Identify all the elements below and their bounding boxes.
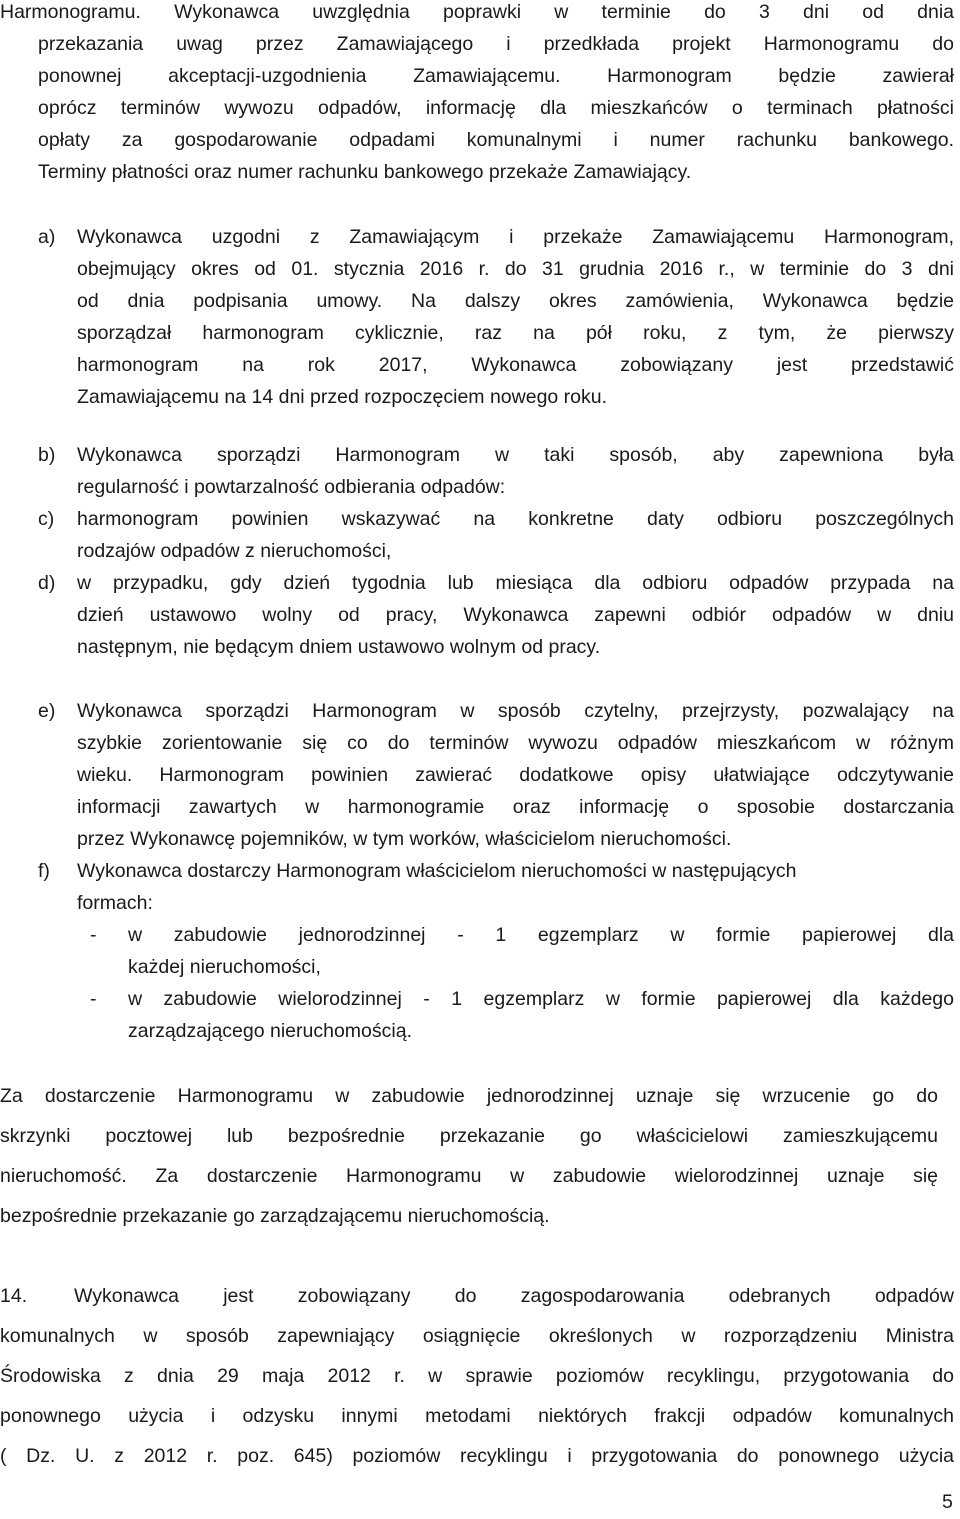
- item-e-line-5: przez Wykonawcę pojemników, w tym worków, właścicielom nieruchomości.: [77, 828, 732, 850]
- intro-line-3: ponownej akceptacji-uzgodnienia Zamawiającemu. Harmonogram będzie zawierał: [38, 65, 954, 87]
- delivery-line-2: skrzynki pocztowej lub bezpośrednie przekazanie go właścicielowi zamieszkującemu: [0, 1125, 938, 1147]
- item-c-line-1: harmonogram powinien wskazywać na konkretne daty odbioru poszczególnych: [77, 508, 954, 530]
- item-a-line-4: sporządzał harmonogram cyklicznie, raz na pół roku, z tym, że pierwszy: [77, 322, 954, 344]
- item-f-sub2-line-1: w zabudowie wielorodzinnej - 1 egzemplarz w formie papierowej dla każdego: [128, 988, 954, 1010]
- item-a-line-3: od dnia podpisania umowy. Na dalszy okres zamówienia, Wykonawca będzie: [77, 290, 954, 312]
- item-a-line-1: Wykonawca uzgodni z Zamawiającym i przekaże Zamawiającemu Harmonogram,: [77, 226, 954, 248]
- item-d-line-3: następnym, nie będącym dniem ustawowo wolnym od pracy.: [77, 636, 601, 658]
- item-f-sub1-line-1: w zabudowie jednorodzinnej - 1 egzemplarz w formie papierowej dla: [128, 924, 954, 946]
- intro-line-6: Terminy płatności oraz numer rachunku bankowego przekaże Zamawiający.: [38, 161, 692, 183]
- section-14-number: 14.: [0, 1285, 28, 1307]
- item-d-line-2: dzień ustawowo wolny od pracy, Wykonawca zapewni odbiór odpadów w dniu: [77, 604, 954, 626]
- item-e-marker: e): [38, 700, 56, 722]
- item-e-line-4: informacji zawartych w harmonogramie oraz informację o sposobie dostarczania: [77, 796, 954, 818]
- item-e-line-1: Wykonawca sporządzi Harmonogram w sposób czytelny, przejrzysty, pozwalający na: [77, 700, 954, 722]
- item-f-marker: f): [38, 860, 50, 882]
- item-e-line-2: szybkie zorientowanie się co do terminów wywozu odpadów mieszkańcom w różnym: [77, 732, 954, 754]
- section-14-line-4: ponownego użycia i odzysku innymi metodami niektórych frakcji odpadów komunalnych: [0, 1405, 954, 1427]
- item-e-line-3: wieku. Harmonogram powinien zawierać dodatkowe opisy ułatwiające odczytywanie: [77, 764, 954, 786]
- delivery-line-3: nieruchomość. Za dostarczenie Harmonogramu w zabudowie wielorodzinnej uznaje się: [0, 1165, 938, 1187]
- item-f-dash-1: -: [90, 924, 97, 946]
- delivery-line-1: Za dostarczenie Harmonogramu w zabudowie jednorodzinnej uznaje się wrzucenie go do: [0, 1085, 938, 1107]
- section-14-line-2: komunalnych w sposób zapewniający osiągnięcie określonych w rozporządzeniu Ministra: [0, 1325, 954, 1347]
- item-d-marker: d): [38, 572, 56, 594]
- section-14-line-3: Środowiska z dnia 29 maja 2012 r. w sprawie poziomów recyklingu, przygotowania do: [0, 1365, 954, 1387]
- item-f-line-1: Wykonawca dostarczy Harmonogram właścicielom nieruchomości w następujących: [77, 860, 797, 882]
- item-c-marker: c): [38, 508, 55, 530]
- item-f-sub2-line-2: zarządzającego nieruchomością.: [128, 1020, 412, 1042]
- item-b-line-2: regularność i powtarzalność odbierania odpadów:: [77, 476, 506, 498]
- section-14-line-1: Wykonawca jest zobowiązany do zagospodarowania odebranych odpadów: [74, 1285, 954, 1307]
- page-number: 5: [942, 1491, 953, 1513]
- item-b-line-1: Wykonawca sporządzi Harmonogram w taki sposób, aby zapewniona była: [77, 444, 954, 466]
- item-a-marker: a): [38, 226, 56, 248]
- item-a-line-6: Zamawiającemu na 14 dni przed rozpoczęciem nowego roku.: [77, 386, 608, 408]
- item-d-line-1: w przypadku, gdy dzień tygodnia lub miesiąca dla odbioru odpadów przypada na: [77, 572, 954, 594]
- intro-line-5: opłaty za gospodarowanie odpadami komunalnymi i numer rachunku bankowego.: [38, 129, 954, 151]
- item-f-line-2: formach:: [77, 892, 153, 914]
- delivery-line-4: bezpośrednie przekazanie go zarządzającemu nieruchomością.: [0, 1205, 550, 1227]
- intro-line-4: oprócz terminów wywozu odpadów, informację dla mieszkańców o terminach płatności: [38, 97, 954, 119]
- intro-line-1: Harmonogramu. Wykonawca uwzględnia poprawki w terminie do 3 dni od dnia: [0, 1, 954, 23]
- intro-line-2: przekazania uwag przez Zamawiającego i przedkłada projekt Harmonogramu do: [38, 33, 954, 55]
- item-b-marker: b): [38, 444, 56, 466]
- item-a-line-2: obejmujący okres od 01. stycznia 2016 r. do 31 grudnia 2016 r., w terminie do 3 dni: [77, 258, 954, 280]
- item-f-sub1-line-2: każdej nieruchomości,: [128, 956, 321, 978]
- item-c-line-2: rodzajów odpadów z nieruchomości,: [77, 540, 392, 562]
- section-14-line-5: ( Dz. U. z 2012 r. poz. 645) poziomów recyklingu i przygotowania do ponownego użycia: [0, 1445, 954, 1467]
- item-f-dash-2: -: [90, 988, 97, 1010]
- item-a-line-5: harmonogram na rok 2017, Wykonawca zobowiązany jest przedstawić: [77, 354, 954, 376]
